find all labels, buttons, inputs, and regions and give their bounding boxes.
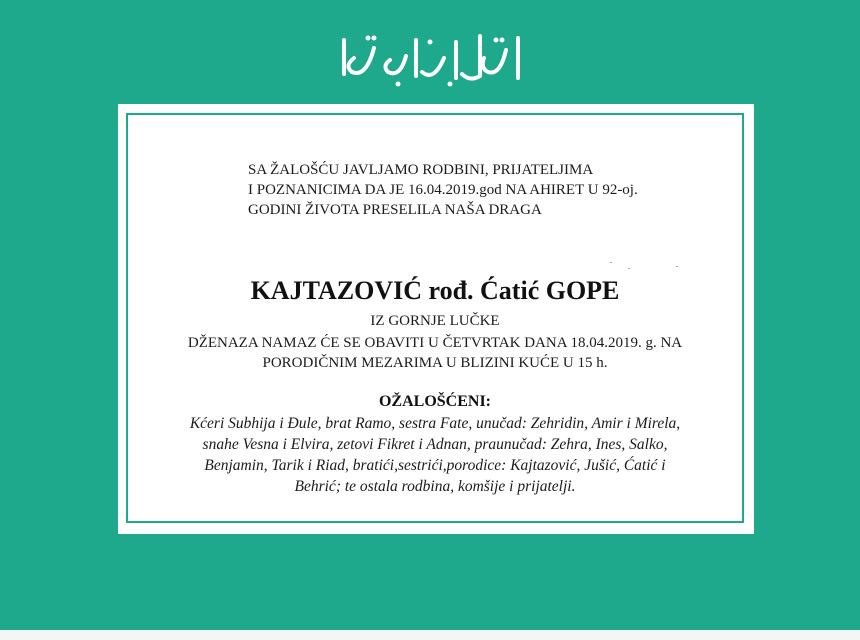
- funeral-prayer-info: [126, 333, 744, 373]
- paper-edge: [0, 630, 860, 640]
- announcement-intro: [248, 160, 718, 220]
- prayer-line: DŽENAZA NAMAZ ĆE SE OBAVITI U ČETVRTAK DANA 18.04.2019. g. NA: [187, 335, 683, 351]
- deceased-name: KAJTAZOVIĆ rođ. Ćatić GOPE: [250, 276, 620, 305]
- origin-line: IZ GORNJE LUČKE: [370, 313, 500, 329]
- intro-line: I POZNANICIMA DA JE 16.04.2019.god NA AHIRET U 92-oj.: [248, 182, 638, 198]
- scan-speck: [676, 266, 678, 267]
- arabic-calligraphy-logo: [330, 28, 530, 90]
- mourners-line: Kćeri Subhija i Đule, brat Ramo, sestra Fate, unučad: Zehridin, Amir i Mirela,: [189, 415, 681, 432]
- mourners-line: Benjamin, Tarik i Riad, bratići,sestrići,porodice: Kajtazović, Jušić, Ćatić i: [204, 457, 666, 474]
- mourners-line: Behrić; te ostala rodbina, komšije i prijatelji.: [294, 478, 576, 495]
- intro-line: GODINI ŽIVOTA PRESELILA NAŠA DRAGA: [248, 202, 542, 218]
- prayer-line: PORODIČNIM MEZARIMA U BLIZINI KUĆE U 15 h.: [262, 355, 608, 371]
- mourners-heading: OŽALOŠĆENI:: [378, 393, 492, 410]
- mourners-list: [126, 413, 744, 497]
- scan-speck: [628, 268, 630, 269]
- mourners-line: snahe Vesna i Elvira, zetovi Fikret i Adnan, praunučad: Zehra, Ines, Salko,: [202, 436, 668, 453]
- scan-speck: [610, 262, 612, 263]
- intro-line: SA ŽALOŠĆU JAVLJAMO RODBINI, PRIJATELJIMA: [248, 162, 594, 178]
